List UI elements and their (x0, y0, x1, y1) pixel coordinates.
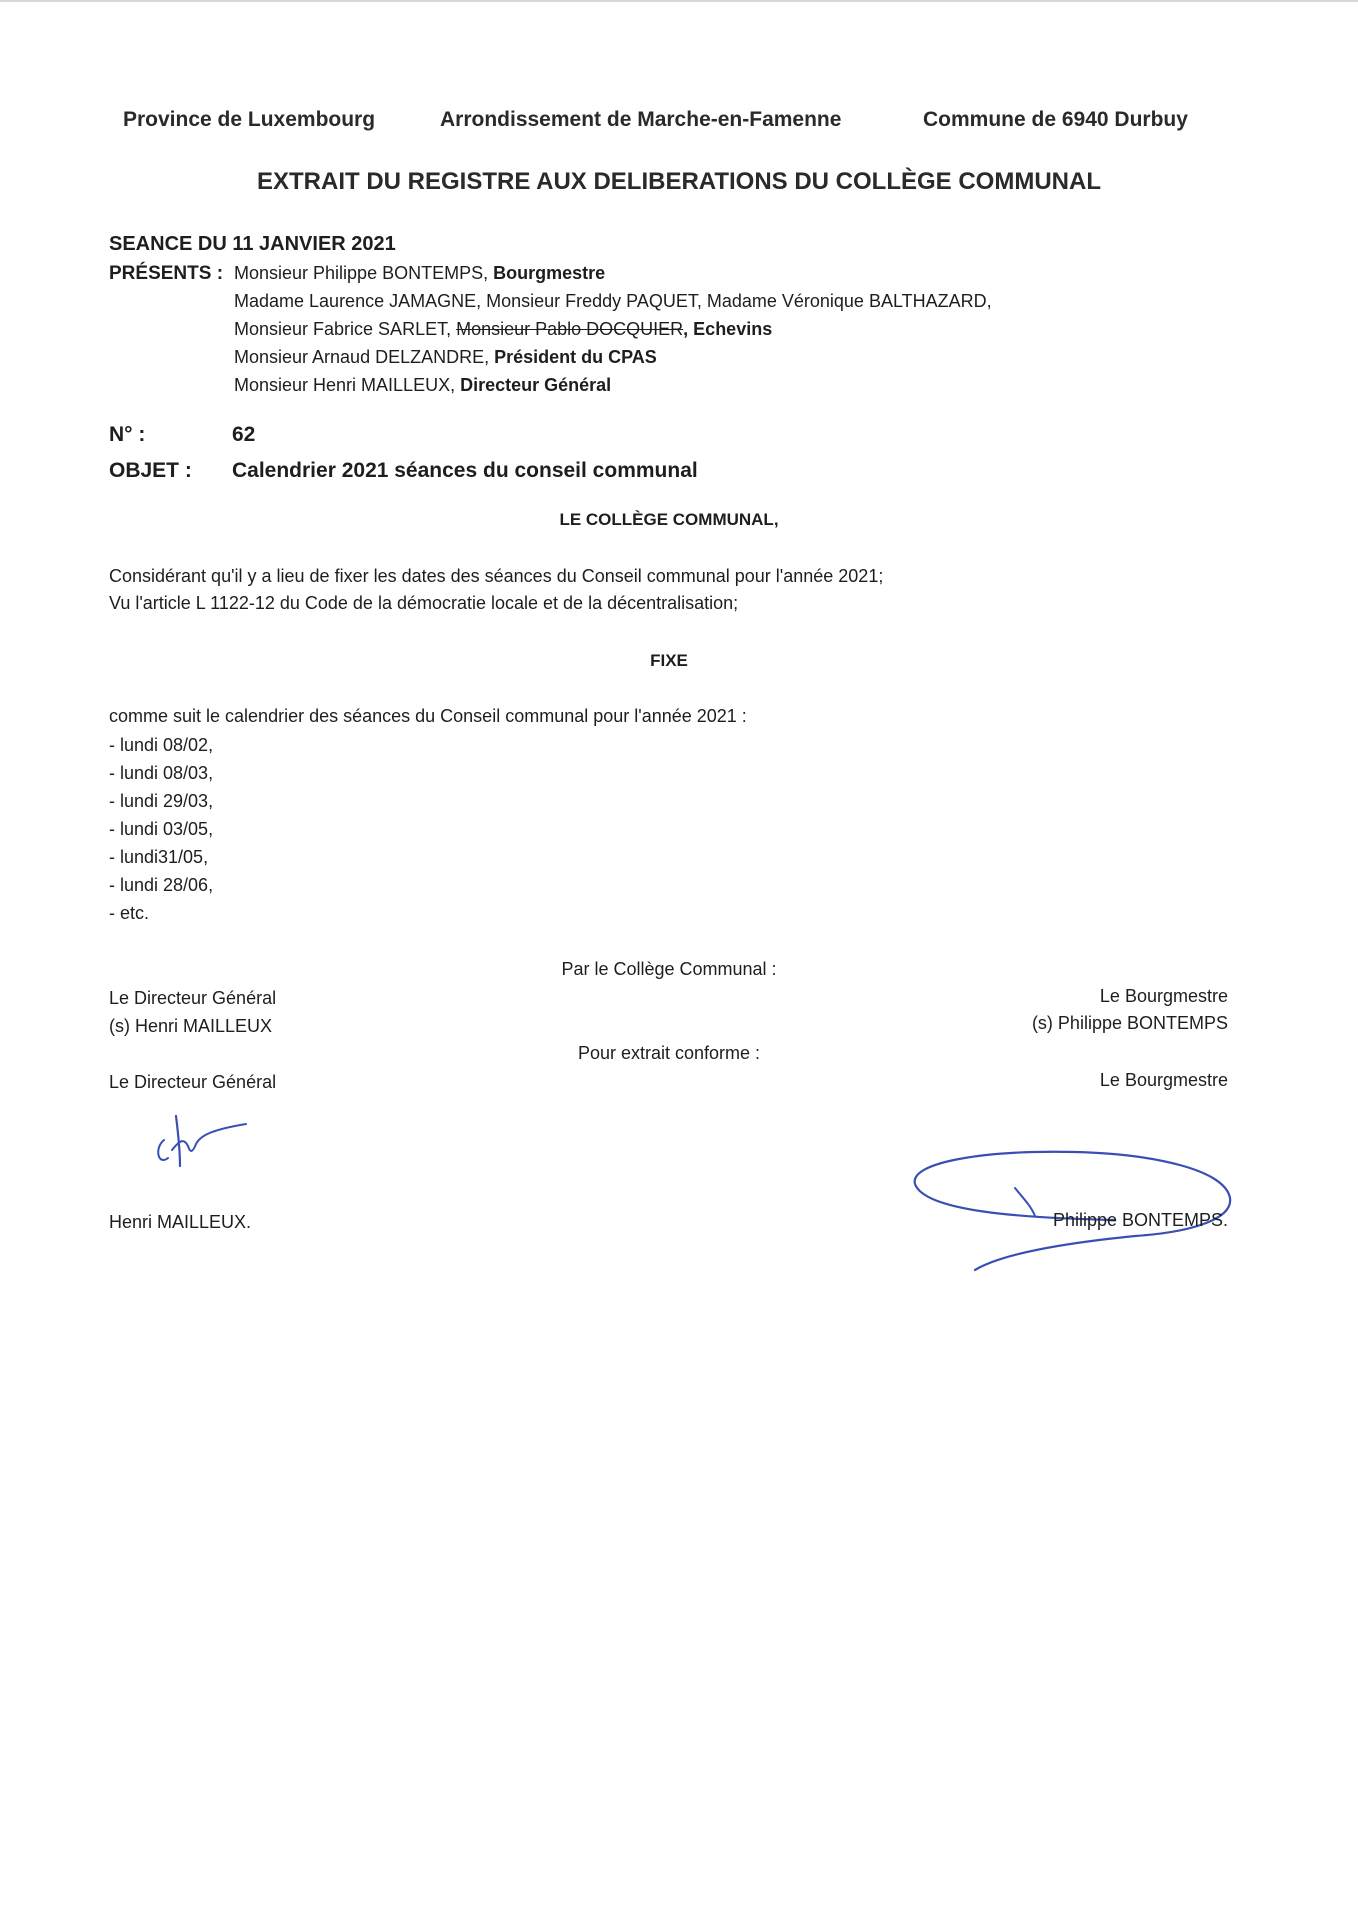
scan-edge (0, 0, 1358, 2)
signature-left-icon (150, 1110, 260, 1170)
date-item: - lundi 08/03, (109, 763, 214, 783)
date-item: - lundi31/05, (109, 847, 209, 867)
pour-extrait: Pour extrait conforme : (577, 1043, 761, 1063)
presents-name: Monsieur Henri MAILLEUX, (234, 375, 461, 395)
numero-value: 62 (232, 423, 256, 446)
date-item: - lundi 08/02, (109, 735, 214, 755)
par-college: Par le Collège Communal : (561, 959, 777, 979)
right-signatory-title: Le Bourgmestre (1099, 986, 1228, 1006)
seance-date: SEANCE DU 11 JANVIER 2021 (109, 233, 396, 255)
date-item: - lundi 29/03, (109, 791, 214, 811)
numero-label: N° : (109, 423, 146, 446)
right-signatory-title-2: Le Bourgmestre (1099, 1070, 1228, 1090)
presents-line-2: Madame Laurence JAMAGNE, Monsieur Freddy PAQUET, Madame Véronique BALTHAZARD, (234, 291, 992, 311)
presents-label: PRÉSENTS : (109, 263, 224, 284)
header-commune: Commune de 6940 Durbuy (923, 108, 1188, 131)
date-item: - lundi 03/05, (109, 819, 214, 839)
left-signatory-title: Le Directeur Général (109, 988, 277, 1008)
objet-label: OBJET : (109, 459, 192, 482)
date-item: - etc. (109, 903, 150, 923)
presents-line-5 (234, 375, 611, 396)
considerant-line: Considérant qu'il y a lieu de fixer les dates des séances du Conseil communal pour l'année 2021; (109, 566, 884, 586)
presents-name: Monsieur Fabrice SARLET, (234, 319, 457, 339)
document-title: EXTRAIT DU REGISTRE AUX DELIBERATIONS DU COLLÈGE COMMUNAL (256, 168, 1101, 195)
presents-name: Monsieur Philippe BONTEMPS, (234, 263, 494, 283)
left-signatory-title-2: Le Directeur Général (109, 1072, 277, 1092)
presents-role: , Echevins (683, 319, 773, 339)
presents-struck-name: Monsieur Pablo DOCQUIER (456, 319, 684, 339)
college-heading: LE COLLÈGE COMMUNAL, (559, 510, 779, 529)
right-signatory-name: Philippe BONTEMPS. (1052, 1210, 1228, 1230)
presents-role: Bourgmestre (493, 263, 606, 283)
presents-line-3 (234, 319, 772, 340)
considerant-line: Vu l'article L 1122-12 du Code de la démocratie locale et de la décentralisation; (109, 593, 739, 613)
presents-role: Président du CPAS (494, 347, 657, 367)
date-item: - lundi 28/06, (109, 875, 214, 895)
signature-right-icon (905, 1140, 1235, 1275)
presents-line-1 (234, 263, 605, 284)
header-province: Province de Luxembourg (123, 108, 376, 131)
left-signatory-s: (s) Henri MAILLEUX (109, 1016, 273, 1036)
calendar-intro: comme suit le calendrier des séances du Conseil communal pour l'année 2021 : (109, 706, 747, 726)
presents-line-4 (234, 347, 657, 368)
presents-name: Monsieur Arnaud DELZANDRE, (234, 347, 495, 367)
fixe-heading: FIXE (650, 651, 688, 670)
objet-value: Calendrier 2021 séances du conseil communal (232, 459, 698, 482)
presents-role: Directeur Général (460, 375, 612, 395)
header-arrondissement: Arrondissement de Marche-en-Famenne (440, 108, 842, 131)
right-signatory-s: (s) Philippe BONTEMPS (1031, 1013, 1228, 1033)
left-signatory-name: Henri MAILLEUX. (109, 1212, 252, 1232)
